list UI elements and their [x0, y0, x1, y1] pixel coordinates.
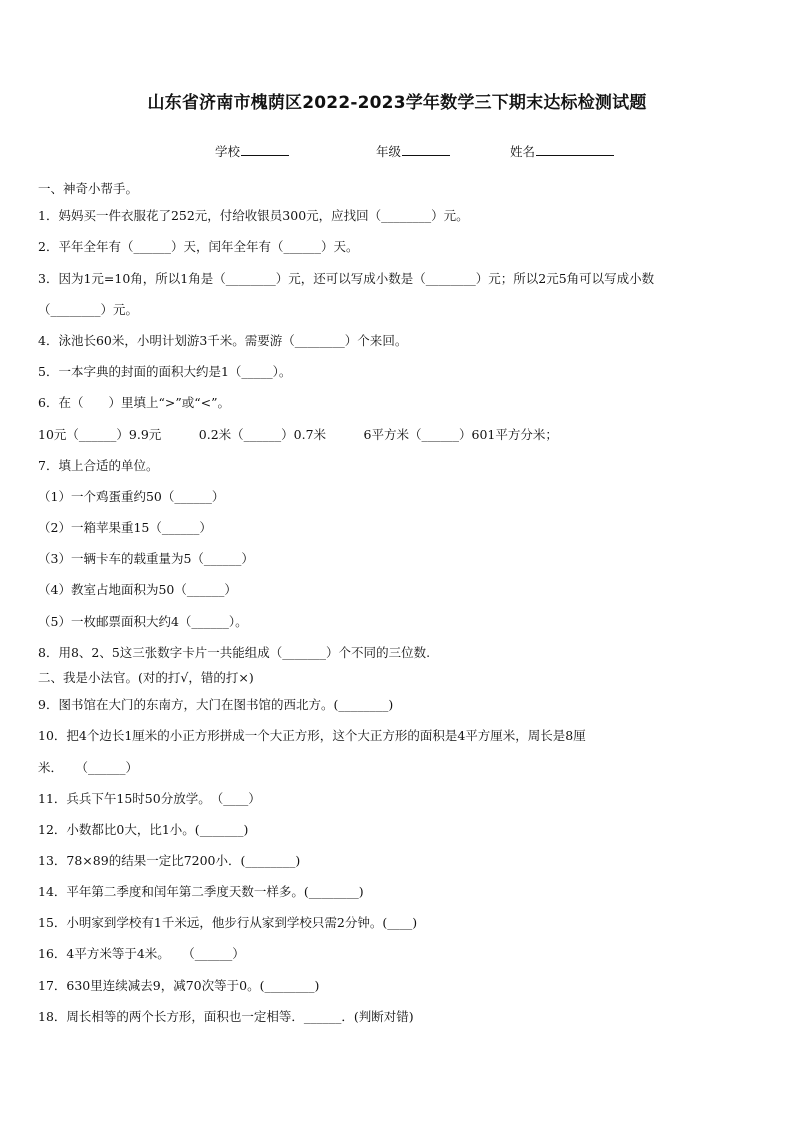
question-line: 6．在（ ）里填上“>”或“<”。 [38, 395, 230, 410]
question-line: （2）一箱苹果重15（______） [38, 520, 212, 535]
question-line: 11．兵兵下午15时50分放学。 （____） [38, 791, 261, 806]
question-line: 14．平年第二季度和闰年第二季度天数一样多。(________) [38, 884, 364, 899]
question-line: 18．周长相等的两个长方形，面积也一定相等．______．(判断对错) [38, 1009, 414, 1024]
school-blank[interactable] [241, 142, 289, 156]
question-line: 12．小数都比0大，比1小。(_______) [38, 822, 249, 837]
question-line: （4）教室占地面积为50（______） [38, 582, 237, 597]
grade-label: 年级 [376, 144, 402, 159]
grade-field [376, 142, 450, 160]
question-line: （1）一个鸡蛋重约50（______） [38, 489, 225, 504]
question-line: 10．把4个边长1厘米的小正方形拼成一个大正方形，这个大正方形的面积是4平方厘米，周长是8厘 [38, 728, 586, 743]
question-line: 4．泳池长60米，小明计划游3千米。需要游（________）个来回。 [38, 333, 408, 348]
question-line: 9．图书馆在大门的东南方，大门在图书馆的西北方。(________) [38, 697, 394, 712]
question-line: 17．630里连续减去9，减70次等于0。(________) [38, 978, 320, 993]
section-heading: 二、我是小法官。(对的打√，错的打×) [38, 670, 254, 685]
question-line: 8．用8、2、5这三张数字卡片一共能组成（_______）个不同的三位数. [38, 645, 431, 660]
question-line: 3．因为1元=10角，所以1角是（________）元，还可以写成小数是（________）元；所以2元5角可以写成小数 [38, 271, 655, 286]
question-line: 13．78×89的结果一定比7200小．(________) [38, 853, 301, 868]
grade-blank[interactable] [402, 142, 450, 156]
question-line: 1．妈妈买一件衣服花了252元，付给收银员300元，应找回（________）元。 [38, 208, 469, 223]
question-line: 5．一本字典的封面的面积大约是1（_____）。 [38, 364, 292, 379]
name-field [510, 142, 614, 160]
question-line: 10元（______）9.9元 0.2米（______）0.7米 6平方米（______）601平方分米； [38, 427, 558, 442]
question-line: 7．填上合适的单位。 [38, 458, 159, 473]
question-line: 16．4平方米等于4米。 （______） [38, 946, 245, 961]
section-heading: 一、神奇小帮手。 [38, 181, 139, 196]
question-line: 2．平年全年有（______）天，闰年全年有（______）天。 [38, 239, 359, 254]
name-label: 姓名 [510, 144, 536, 159]
question-line: （________）元。 [38, 302, 139, 317]
question-line: （5）一枚邮票面积大约4（______）。 [38, 614, 248, 629]
question-line: 米． （______） [38, 760, 139, 775]
page-title: 山东省济南市槐荫区2022-2023学年数学三下期末达标检测试题 [147, 93, 647, 113]
school-label: 学校 [215, 144, 241, 159]
school-field [215, 142, 289, 160]
question-line: 15．小明家到学校有1千米远，他步行从家到学校只需2分钟。(____) [38, 915, 418, 930]
question-line: （3）一辆卡车的载重量为5（______） [38, 551, 254, 566]
name-blank[interactable] [536, 142, 614, 156]
